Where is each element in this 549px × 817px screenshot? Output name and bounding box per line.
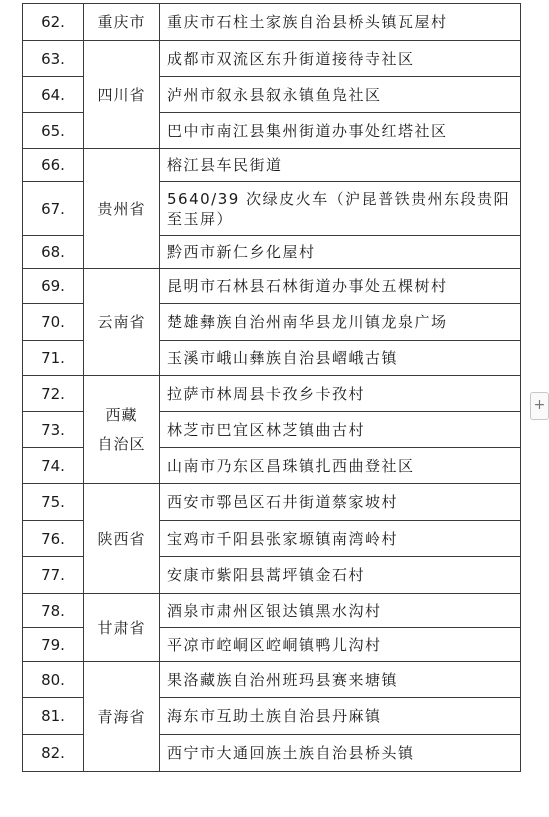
province-name: 青海省	[97, 707, 146, 726]
table-row	[23, 149, 521, 182]
row-number: 69.	[23, 269, 84, 304]
place-name: 昆明市石林县石林街道办事处五棵树村	[160, 269, 521, 304]
place-name: 宝鸡市千阳县张家塬镇南湾岭村	[160, 521, 521, 557]
row-number: 76.	[23, 521, 84, 557]
place-name: 西宁市大通回族土族自治县桥头镇	[160, 735, 521, 772]
row-number: 77.	[23, 557, 84, 594]
place-name: 泸州市叙永县叙永镇鱼凫社区	[160, 77, 521, 113]
row-number: 73.	[23, 412, 84, 448]
row-number: 78.	[23, 594, 84, 628]
province-name: 自治区	[97, 435, 146, 453]
row-number: 66.	[23, 149, 84, 182]
place-name: 海东市互助土族自治县丹麻镇	[160, 698, 521, 735]
place-name: 黔西市新仁乡化屋村	[160, 236, 521, 269]
place-name: 榕江县车民街道	[160, 149, 521, 182]
province-cell	[84, 594, 160, 662]
place-name: 安康市紫阳县蒿坪镇金石村	[160, 557, 521, 594]
province-name: 云南省	[97, 313, 146, 331]
place-name: 成都市双流区东升街道接待寺社区	[160, 41, 521, 77]
table-body	[23, 4, 521, 772]
place-name: 林芝市巴宜区林芝镇曲古村	[160, 412, 521, 448]
row-number: 62.	[23, 4, 84, 41]
province-cell	[84, 149, 160, 269]
province-name: 四川省	[97, 85, 146, 104]
table-row	[23, 4, 521, 41]
place-name: 山南市乃东区昌珠镇扎西曲登社区	[160, 448, 521, 484]
table-row	[23, 484, 521, 521]
expand-tab-button[interactable]: +	[530, 392, 549, 420]
province-cell	[84, 662, 160, 772]
row-number: 68.	[23, 236, 84, 269]
province-name: 陕西省	[97, 529, 146, 548]
row-number: 79.	[23, 628, 84, 662]
row-number: 82.	[23, 735, 84, 772]
table-row	[23, 662, 521, 698]
row-number: 65.	[23, 113, 84, 149]
table-row	[23, 376, 521, 412]
province-name: 西藏	[105, 406, 138, 424]
place-name: 西安市鄠邑区石井街道蔡家坡村	[160, 484, 521, 521]
row-number: 70.	[23, 304, 84, 341]
place-name: 5640/39 次绿皮火车（沪昆普铁贵州东段贵阳至玉屏）	[160, 182, 521, 236]
row-number: 71.	[23, 341, 84, 376]
province-cell	[84, 484, 160, 594]
place-name: 酒泉市肃州区银达镇黑水沟村	[160, 594, 521, 628]
table-row	[23, 41, 521, 77]
place-name: 平凉市崆峒区崆峒镇鸭儿沟村	[160, 628, 521, 662]
province-cell	[84, 376, 160, 484]
table-row	[23, 269, 521, 304]
row-number: 64.	[23, 77, 84, 113]
row-number: 67.	[23, 182, 84, 236]
row-number: 80.	[23, 662, 84, 698]
province-name: 重庆市	[97, 13, 146, 31]
province-cell	[84, 269, 160, 376]
row-number: 63.	[23, 41, 84, 77]
place-name: 重庆市石柱土家族自治县桥头镇瓦屋村	[160, 4, 521, 41]
row-number: 81.	[23, 698, 84, 735]
row-number: 72.	[23, 376, 84, 412]
table-row	[23, 594, 521, 628]
place-name: 楚雄彝族自治州南华县龙川镇龙泉广场	[160, 304, 521, 341]
place-name: 拉萨市林周县卡孜乡卡孜村	[160, 376, 521, 412]
places-table	[22, 3, 521, 772]
place-name: 玉溪市峨山彝族自治县嶍峨古镇	[160, 341, 521, 376]
province-cell	[84, 4, 160, 41]
row-number: 74.	[23, 448, 84, 484]
province-name: 甘肃省	[97, 618, 146, 637]
province-cell	[84, 41, 160, 149]
place-name: 巴中市南江县集州街道办事处红塔社区	[160, 113, 521, 149]
place-name: 果洛藏族自治州班玛县赛来塘镇	[160, 662, 521, 698]
row-number: 75.	[23, 484, 84, 521]
province-name: 贵州省	[97, 199, 146, 218]
